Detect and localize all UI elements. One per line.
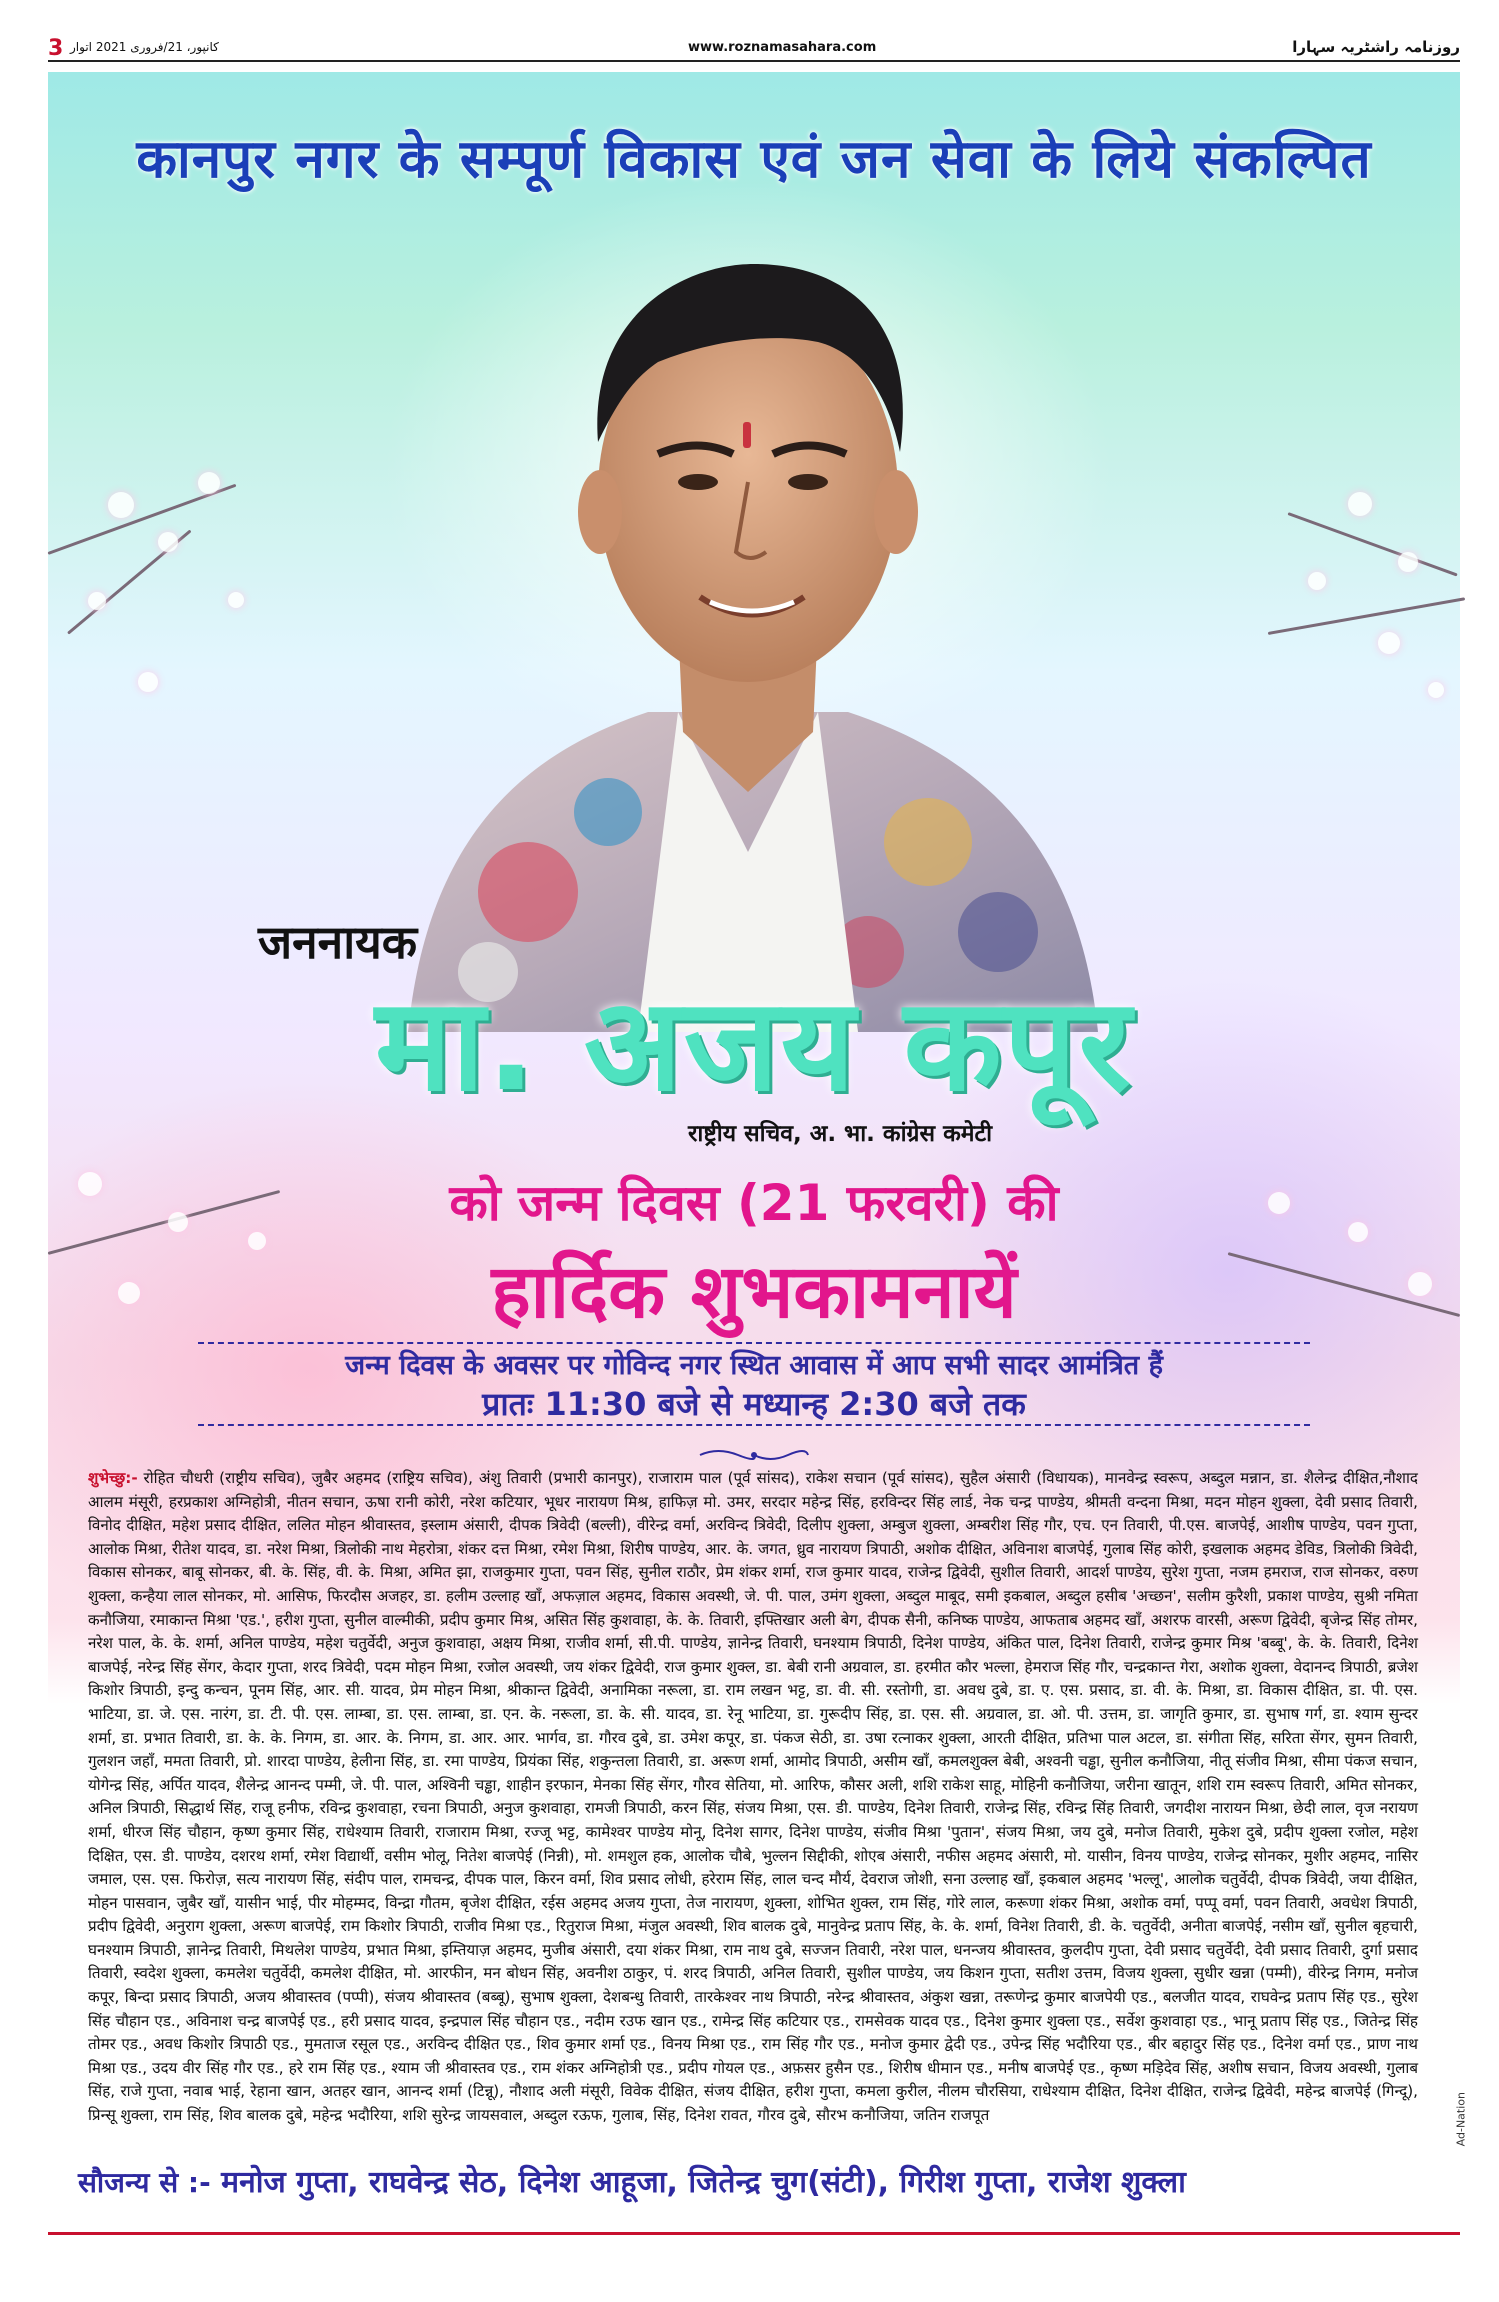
- page-header: [48, 34, 1460, 62]
- well-wishers-label: शुभेच्छु:-: [88, 1469, 138, 1487]
- top-slogan: कानपुर नगर के सम्पूर्ण विकास एवं जन सेवा के लिये संकल्पित: [136, 129, 1372, 190]
- birthday-advertisement: [48, 72, 1467, 2220]
- title-tag: जननायक: [258, 915, 418, 969]
- leader-name: मा. अजय कपूर: [375, 971, 1133, 1120]
- newspaper-masthead: روزنامہ راشٹریہ سہارا: [1292, 38, 1460, 56]
- well-wishers-list: [88, 1467, 1418, 2128]
- courtesy-line: [78, 2160, 1438, 2201]
- portrait-photo: [388, 192, 1108, 1032]
- invitation-text: जन्म दिवस के अवसर पर गोविन्द नगर स्थित आवास में आप सभी सादर आमंत्रित हैं: [345, 1350, 1163, 1381]
- invitation-time: प्रातः 11:30 बजे से मध्यान्ह 2:30 बजे तक: [482, 1385, 1026, 1423]
- well-wishers-names: रोहित चौधरी (राष्ट्रीय सचिव), जुबैर अहमद (राष्ट्रिय सचिव), अंशु तिवारी (प्रभारी कानपुर), राजाराम पाल (पूर्व सांसद), राकेश सचान (पूर्व सांसद), सुहैल अंसारी (विधायक), मानवेन्द्र स्वरूप, अब्दुल मन्नान, डा. शैलेन्द्र दीक्षित,नौशाद आलम मंसूरी, हरप्रकाश अग्निहोत्री, नीतन सचान, ऊषा रानी कोरी, नरेश कटियार, भूधर नारायण मिश्र, हाफिज़ मो. उमर, सरदार महेन्द्र सिंह, हरविन्दर सिंह लार्ड, नेक चन्द्र पाण्डेय, श्रीमती वन्दना मिश्रा, मदन मोहन शुक्ला, देवी प्रसाद तिवारी, विनोद दीक्षित, महेश प्रसाद दीक्षित, ललित मोहन श्रीवास्तव, इस्लाम अंसारी, दीपक त्रिवेदी (बल्ली), वीरेन्द्र वर्मा, अरविन्द त्रिवेदी, दिलीप शुक्ला, अम्बुज शुक्ला, अम्बरीश सिंह गौर, एच. एन तिवारी, पी.एस. बाजपेई, आशीष पाण्डेय, पवन गुप्ता, आलोक मिश्रा, रीतेश यादव, डा. नरेश मिश्रा, त्रिलोकी नाथ मेहरोत्रा, शंकर दत्त मिश्रा, रमेश मिश्रा, शिरीष पाण्डेय, आर. के. जगत, ध्रुव नारायण त्रिपाठी, अशोक दीक्षित, अविनाश बाजपेई, गुलाब सिंह कोरी, इखलाक अहमद डेविड, त्रिलोकी त्रिवेदी, विकास सोनकर, बाबू सोनकर, बी. के. सिंह, वी. के. मिश्रा, अमित झा, राजकुमार गुप्ता, पवन सिंह, सुनील राठौर, प्रेम शंकर शर्मा, राज कुमार यादव, राजेन्द्र द्विवेदी, सुशील तिवारी, आदर्श पाण्डेय, सुरेश गुप्ता, नजम हमराज, राज सोनकर, वरुण शुक्ला, कन्हैया लाल सोनकर, मो. आसिफ, फिरदौस अजहर, डा. हलीम उल्लाह खाँ, अफज़ाल अहमद, विकास अवस्थी, जे. पी. पाल, उमंग शुक्ला, अब्दुल माबूद, समी इकबाल, अब्दुल हसीब 'अच्छन', सलीम कुरैशी, प्रकाश पाण्डेय, सुश्री नमिता कनौजिया, रमाकान्त मिश्रा 'एड.', हरीश गुप्ता, सुनील वाल्मीकी, प्रदीप कुमार मिश्र, असित सिंह कुशवाहा, के. के. तिवारी, इफ्तिखार अली बेग, दीपक सैनी, कनिष्क पाण्डेय, आफताब अहमद खाँ, अशरफ वारसी, अरूण द्विवेदी, बृजेन्द्र सिंह तोमर, नरेश पाल, के. के. शर्मा, अनिल पाण्डेय, महेश चतुर्वेदी, अनुज कुशवाहा, अक्षय मिश्रा, राजीव शर्मा, सी.पी. पाण्डेय, ज्ञानेन्द्र तिवारी, घनश्याम त्रिपाठी, दिनेश पाण्डेय, अंकित पाल, दिनेश तिवारी, राजेन्द्र कुमार मिश्र 'बब्बू', के. के. तिवारी, दिनेश बाजपेई, नरेन्द्र सिंह सेंगर, केदार गुप्ता, शरद त्रिवेदी, पदम मोहन मिश्रा, रजोल अवस्थी, जय शंकर द्विवेदी, राज कुमार शुक्ल, डा. बेबी रानी अग्रवाल, डा. हरमीत कौर भल्ला, हेमराज सिंह गौर, चन्द्रकान्त गेरा, अशोक शुक्ला, वेदानन्द त्रिपाठी, ब्रजेश किशोर त्रिपाठी, इन्दु कन्चन, पूनम सिंह, आर. सी. यादव, प्रेम मोहन मिश्रा, श्रीकान्त द्विवेदी, अनामिका नरूला, डा. राम लखन भट्ट, डा. वी. सी. रस्तोगी, डा. अवध दुबे, डा. ए. एस. प्रसाद, डा. वी. के. मिश्रा, डा. विकास दीक्षित, डा. पी. एस. भाटिया, डा. जे. एस. नारंग, डा. टी. पी. एस. लाम्बा, डा. एस. लाम्बा, डा. एन. के. नरूला, डा. के. सी. यादव, डा. रेनू भाटिया, डा. गुरूदीप सिंह, डा. एस. सी. अग्रवाल, डा. ओ. पी. उत्तम, डा. जागृति कुमार, डा. सुभाष गर्ग, डा. श्याम सुन्दर शर्मा, डा. प्रभात तिवारी, डा. के. के. निगम, डा. आर. के. निगम, डा. आर. आर. भार्गव, डा. गौरव दुबे, डा. उमेश कपूर, डा. पंकज सेठी, डा. उषा रत्नाकर शुक्ला, आरती दीक्षित, प्रतिभा पाल अटल, डा. संगीता सिंह, सरिता सेंगर, सुमन तिवारी, गुलशन जहाँ, ममता तिवारी, प्रो. शारदा पाण्डेय, हेलीना सिंह, डा. रमा पाण्डेय, प्रियंका सिंह, शकुन्तला तिवारी, डा. अरूण शर्मा, आमोद त्रिपाठी, असीम खाँ, कमलशुक्ल बेबी, अश्वनी चड्ढा, सुनील कनौजिया, नीतू संजीव मिश्रा, सीमा पंकज सचान, योगेन्द्र सिंह, अर्पित यादव, शैलेन्द्र आनन्द पम्मी, जे. पी. पाल, अश्विनी चड्ढा, शाहीन इरफान, मेनका सिंह सेंगर, गौरव सेतिया, मो. आरिफ, कौसर अली, शशि राकेश साहू, मोहिनी कनौजिया, जरीना खातून, शशि राम स्वरूप तिवारी, अमित सोनकर, अनिल त्रिपाठी, सिद्धार्थ सिंह, राजू हनीफ, रविन्द्र कुशवाहा, रचना त्रिपाठी, अनुज कुशवाहा, रामजी त्रिपाठी, करन सिंह, संजय मिश्रा, एस. डी. पाण्डेय, दिनेश तिवारी, राजेन्द्र सिंह, रविन्द्र सिंह तिवारी, जगदीश नारायन मिश्रा, छेदी लाल, वृज नरायण शर्मा, धीरज सिंह चौहान, कृष्ण कुमार सिंह, राधेश्याम तिवारी, राजाराम मिश्रा, रज्जू भट्ट, कामेश्वर पाण्डेय मोनू, दिनेश सागर, दिनेश पाण्डेय, संजीव मिश्रा 'पुतान', संजय मिश्रा, जय दुबे, मनोज तिवारी, मुकेश दुबे, प्रदीप शुक्ला रजोल, महेश दिक्षित, एस. डी. पाण्डेय, दशरथ शर्मा, रमेश विद्यार्थी, वसीम भोलू, नितेश बाजपेई (निन्नी), मो. शमशुल हक, आलोक चौबे, भुल्लन सिद्दीकी, शोएब अंसारी, नफीस अहमद अंसारी, मो. यासीन, विनय पाण्डेय, राजेन्द्र सोनकर, मुशीर अहमद, नासिर जमाल, एस. एस. फिरोज़, सत्य नारायण सिंह, संदीप पाल, रामचन्द्र, दीपक पाल, किरन वर्मा, शिव प्रसाद लोधी, हरेराम सिंह, लाल चन्द मौर्य, देवराज जोशी, सना उल्लाह खाँ, इकबाल अहमद 'भल्लू', आलोक चतुर्वेदी, दीपक त्रिवेदी, जया दीक्षित, मोहन पासवान, जुबैर खाँ, यासीन भाई, पीर मोहम्मद, विन्द्रा गौतम, बृजेश दीक्षित, रईस अहमद अजय गुप्ता, तेज नारायण, शुक्ला, शोभित शुक्ल, राम सिंह, गोरे लाल, करूणा शंकर मिश्रा, अशोक वर्मा, पप्पू वर्मा, पवन तिवारी, अवधेश त्रिपाठी, प्रदीप द्विवेदी, अनुराग शुक्ला, अरूण बाजपेई, राम किशोर त्रिपाठी, राजीव मिश्रा एड., रितुराज मिश्रा, मंजुल अवस्थी, शिव बालक दुबे, मानुवेन्द्र प्रताप सिंह, के. के. शर्मा, विनेश तिवारी, डी. के. चतुर्वेदी, अनीता बाजपेई, नसीम खाँ, सुनील बृहचारी, घनश्याम त्रिपाठी, ज्ञानेन्द्र तिवारी, मिथलेश पाण्डेय, प्रभात मिश्रा, इम्तियाज़ अहमद, मुजीब अंसारी, दया शंकर मिश्रा, राम नाथ दुबे, सज्जन तिवारी, नरेश पाल, धनन्जय श्रीवास्तव, कुलदीप गुप्ता, देवी प्रसाद चतुर्वेदी, देवी प्रसाद तिवारी, दुर्गा प्रसाद तिवारी, स्वदेश शुक्ला, कमलेश चतुर्वेदी, कमलेश दीक्षित, मो. आरफीन, मन बोधन सिंह, अवनीश ठाकुर, पं. शरद त्रिपाठी, अनिल तिवारी, सुशील पाण्डेय, जय किशन गुप्ता, सतीश उत्तम, विजय शुक्ला, सुधीर खन्ना (पम्मी), वीरेन्द्र निगम, मनोज कपूर, बिन्दा प्रसाद त्रिपाठी, अजय श्रीवास्तव (पप्पी), संजय श्रीवास्तव (बब्बू), सुभाष शुक्ला, देशबन्धु तिवारी, तारकेश्वर नाथ त्रिपाठी, नरेन्द्र श्रीवास्तव, अंकुश खन्ना, तरूणेन्द्र कुमार बाजपेयी एड., बलजीत यादव, राघवेन्द्र प्रताप सिंह एड., सुरेश सिंह चौहान एड., अविनाश चन्द्र बाजपेई एड., हरी प्रसाद यादव, इन्द्रपाल सिंह चौहान एड., नदीम रउफ खान एड., रामेन्द्र सिंह कटियार एड., रामसेवक यादव एड., दिनेश कुमार शुक्ला एड., सर्वेश कुशवाहा एड., भानू प्रताप सिंह एड., जितेन्द्र सिंह तोमर एड., अवध किशोर त्रिपाठी एड., मुमताज रसूल एड., अरविन्द दीक्षित एड., शिव कुमार शर्मा एड., विनय मिश्रा एड., राम सिंह गौर एड., मनोज कुमार द्वेदी एड., उपेन्द्र सिंह भदौरिया एड., बीर बहादुर सिंह एड., दिनेश वर्मा एड., प्राण नाथ मिश्रा एड., उदय वीर सिंह गौर एड., हरे राम सिंह एड., श्याम जी श्रीवास्तव एड., राम शंकर अग्निहोत्री एड., प्रदीप गोयल एड., अफ़सर हुसैन एड., शिरीष धीमान एड., मनीष बाजपेई एड., कृष्ण मड़िदेव सिंह, अशीष सचान, विजय अवस्थी, गुलाब सिंह, राजे गुप्ता, नवाब भाई, रेहाना खान, अतहर खान, आनन्द शर्मा (टिन्नू), नौशाद अली मंसूरी, विवेक दीक्षित, संजय दीक्षित, हरीश गुप्ता, कमला कुरील, नीलम चौरसिया, राधेश्याम दीक्षित, दिनेश दीक्षित, राजेन्द्र द्विवेदी, महेन्द्र बाजपेई (गिन्दू), प्रिन्सू शुक्ला, राम सिंह, शिव बालक दुबे, महेन्द्र भदौरिया, शशि सुरेन्द्र जायसवाल, अब्दुल रऊफ, गुलाब, सिंह, दिनेश रावत, गौरव दुबे, सौरभ कनौजिया, जतिन राजपूत: [88, 1469, 1418, 2125]
- header-url[interactable]: www.roznamasahara.com: [688, 40, 877, 55]
- page-number: 3: [48, 36, 64, 61]
- wishes-heading: हार्दिक शुभकामनायें: [491, 1249, 1017, 1335]
- ornament-divider-icon: [698, 1447, 810, 1463]
- ad-agency-credit: Ad-Nation: [1454, 2092, 1467, 2147]
- designation: राष्ट्रीय सचिव, अ. भा. कांग्रेस कमेटी: [688, 1121, 993, 1147]
- bottom-rule: [48, 2232, 1460, 2235]
- courtesy-names: मनोज गुप्ता, राघवेन्द्र सेठ, दिनेश आहूजा, जितेन्द्र चुग(संटी), गिरीश गुप्ता, राजेश शुक्ला: [221, 2165, 1186, 2200]
- header-date: کانپور، 21/فروری 2021 اتوار: [70, 40, 219, 54]
- courtesy-label: सौजन्य से :-: [78, 2166, 211, 2199]
- birthday-line: को जन्म दिवस (21 फरवरी) की: [449, 1174, 1059, 1232]
